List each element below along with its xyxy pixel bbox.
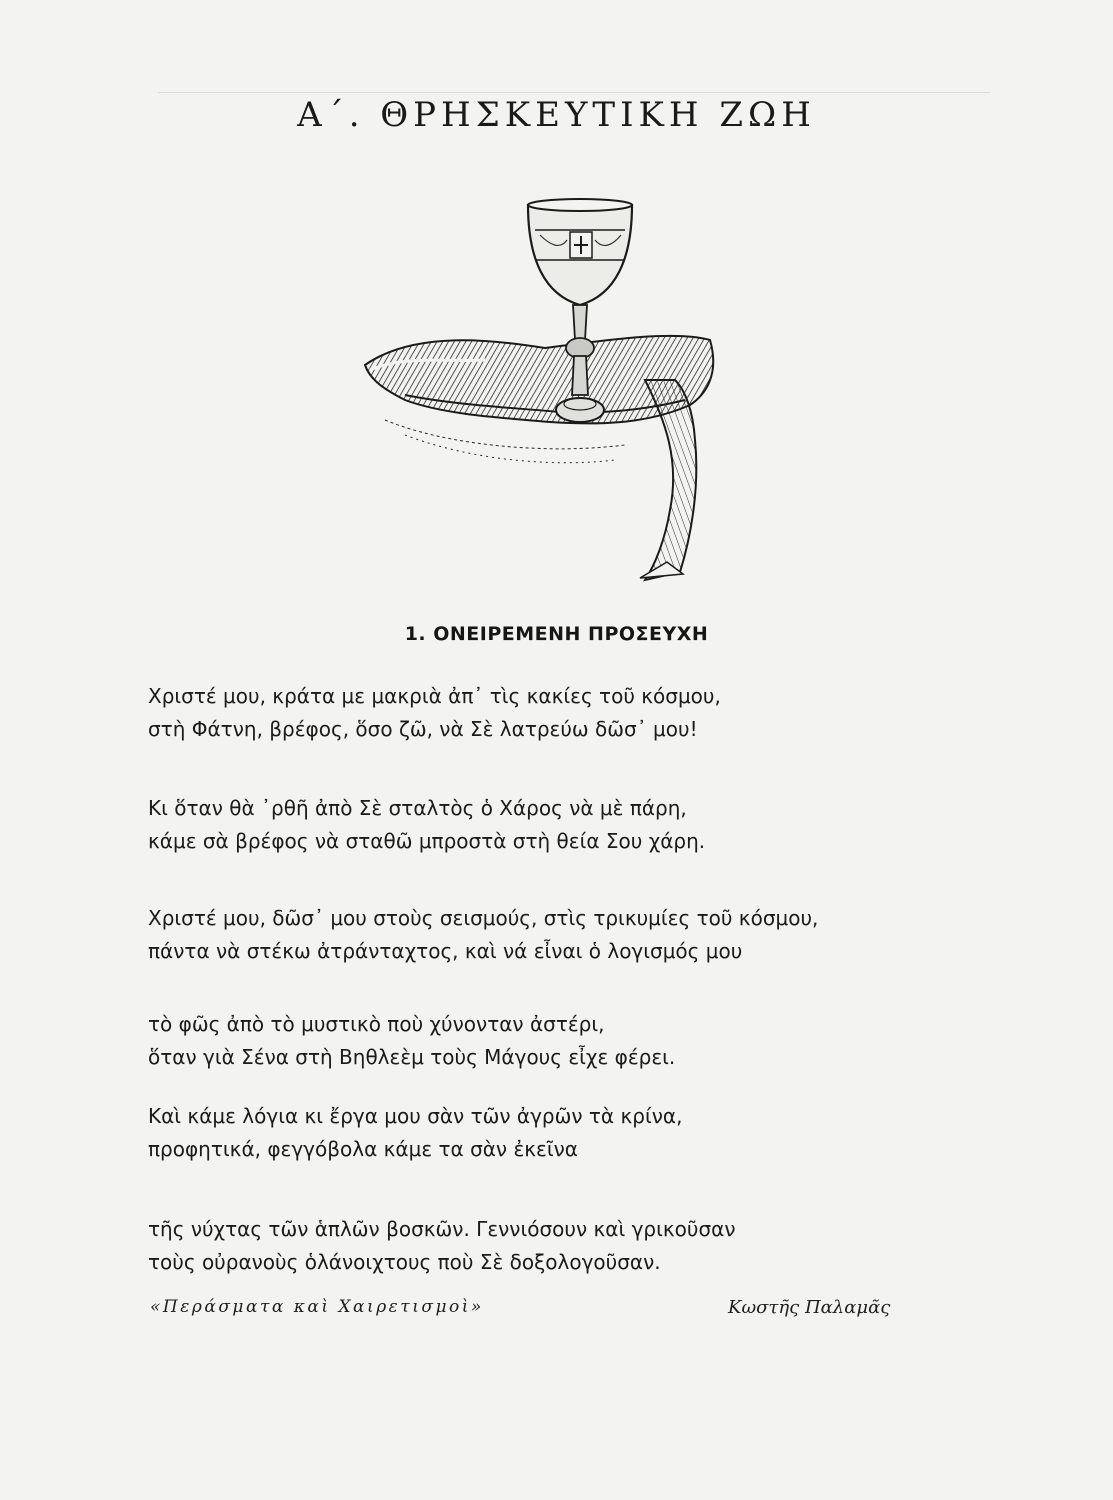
poem-title: 1. ΟΝΕΙΡΕΜΕΝΗ ΠΡΟΣΕΥΧΗ bbox=[404, 623, 709, 645]
poem-source: «Περάσματα καὶ Χαιρετισμοὶ» bbox=[150, 1297, 484, 1317]
verse-line: ὅταν γιὰ Σένα στὴ Βηθλεὲμ τοὺς Μάγους εἶχε φέρει. bbox=[148, 1045, 676, 1069]
poem-author: Κωστῆς Παλαμᾶς bbox=[728, 1297, 891, 1318]
chalice-illustration bbox=[345, 190, 785, 590]
stanza-4 bbox=[148, 1008, 1008, 1074]
verse-line: Καὶ κάμε λόγια κι ἔργα μου σὰν τῶν ἀγρῶν τὰ κρίνα, bbox=[148, 1104, 683, 1128]
verse-line: προφητικά, φεγγόβολα κάμε τα σὰν ἐκεῖνα bbox=[148, 1137, 578, 1161]
stanza-2 bbox=[148, 792, 1008, 858]
stanza-6 bbox=[148, 1213, 1008, 1279]
verse-line: τὸ φῶς ἀπὸ τὸ μυστικὸ ποὺ χύνονταν ἀστέρι, bbox=[148, 1012, 605, 1036]
stanza-3 bbox=[148, 902, 1008, 968]
verse-line: τῆς νύχτας τῶν ἁπλῶν βοσκῶν. Γεννιόσουν καὶ γρικοῦσαν bbox=[148, 1217, 736, 1241]
header-rule bbox=[158, 92, 990, 93]
stanza-1 bbox=[148, 680, 1008, 746]
verse-line: τοὺς οὐρανοὺς ὁλάνοιχτους ποὺ Σὲ δοξολογοῦσαν. bbox=[148, 1250, 661, 1274]
verse-line: πάντα νὰ στέκω ἀτράνταχτος, καὶ νά εἶναι ὁ λογισμός μου bbox=[148, 939, 743, 963]
verse-line: στὴ Φάτνη, βρέφος, ὅσο ζῶ, νὰ Σὲ λατρεύω δῶσ᾿ μου! bbox=[148, 717, 698, 741]
verse-line: κάμε σὰ βρέφος νὰ σταθῶ μπροστὰ στὴ θεία Σου χάρη. bbox=[148, 829, 706, 853]
verse-line: Χριστέ μου, κράτα με μακριὰ ἀπ᾿ τὶς κακίες τοῦ κόσμου, bbox=[148, 684, 721, 708]
verse-line: Χριστέ μου, δῶσ᾿ μου στοὺς σεισμούς, στὶς τρικυμίες τοῦ κόσμου, bbox=[148, 906, 819, 930]
stanza-5 bbox=[148, 1100, 1008, 1166]
verse-line: Κι ὅταν θὰ ᾿ρθῆ ἀπὸ Σὲ σταλτὸς ὁ Χάρος νὰ μὲ πάρη, bbox=[148, 796, 687, 820]
section-title: Α΄. ΘΡΗΣΚΕΥΤΙΚΗ ΖΩΗ bbox=[297, 95, 816, 135]
